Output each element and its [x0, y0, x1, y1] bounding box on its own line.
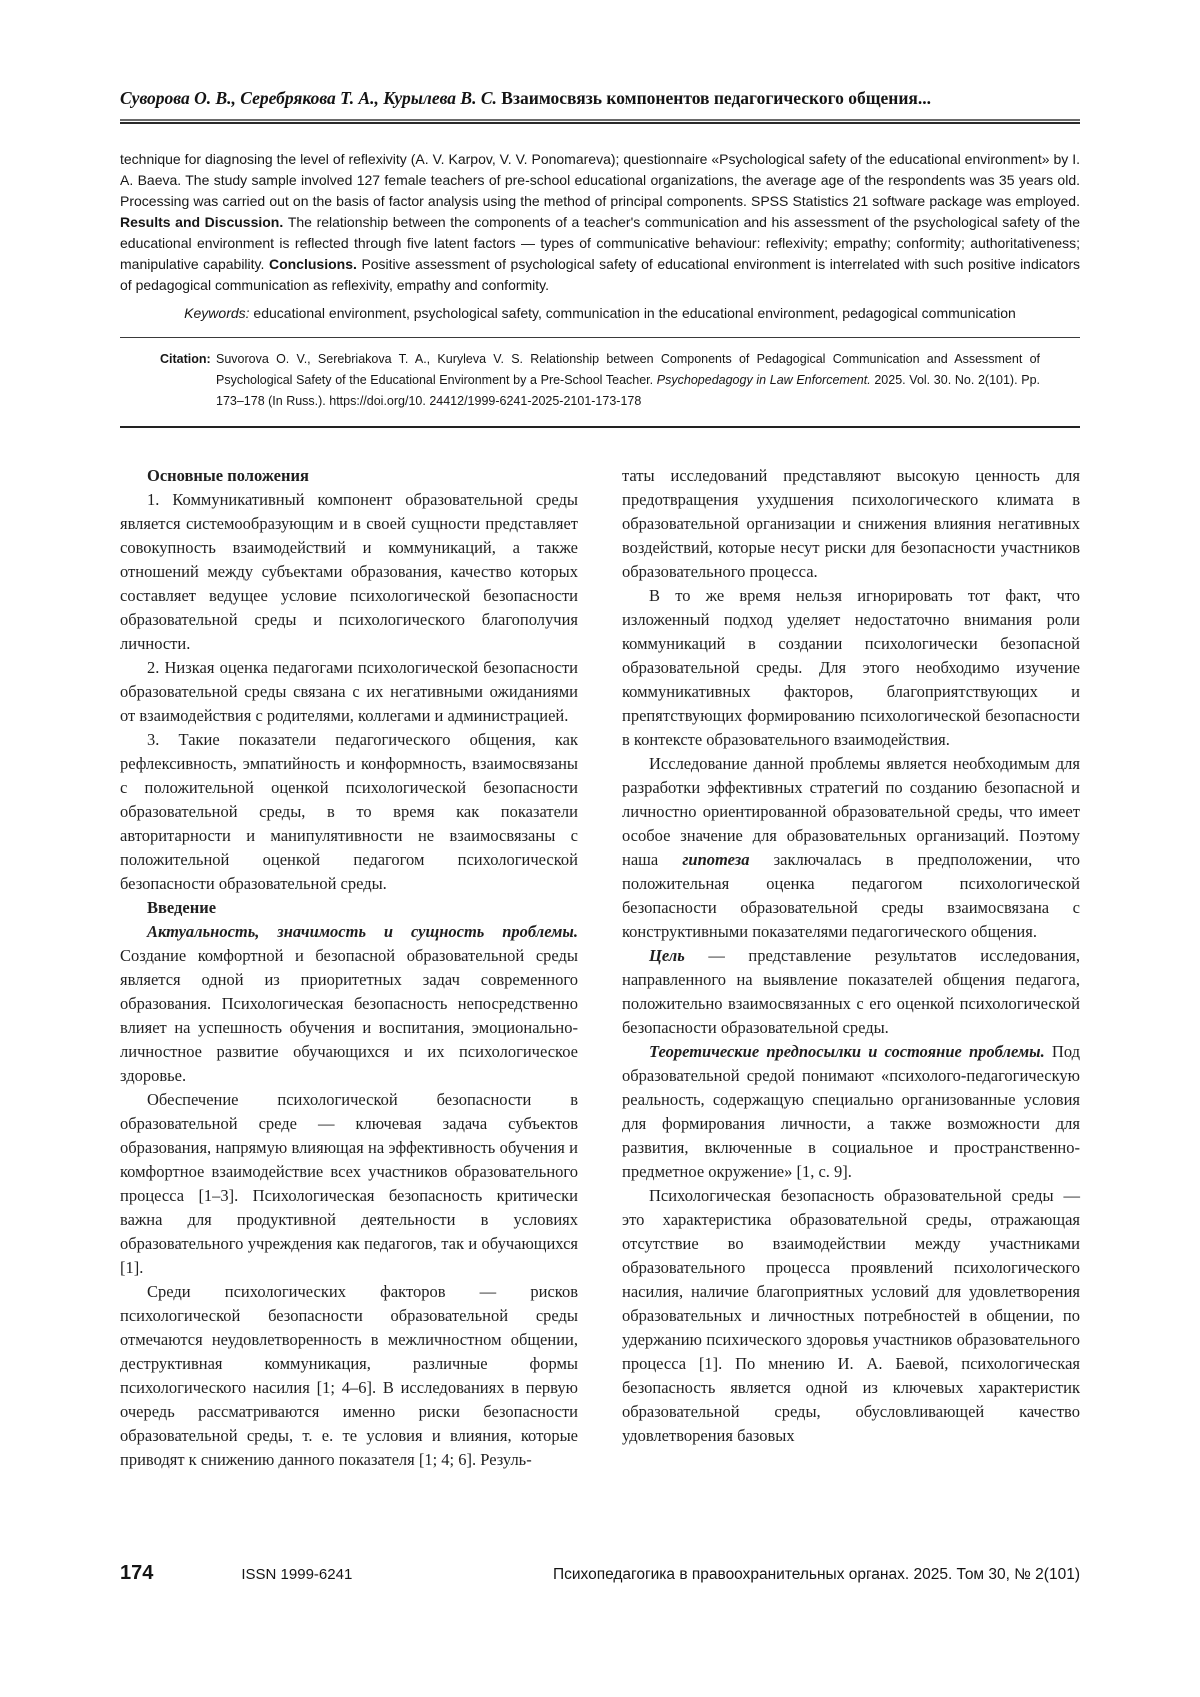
page-footer [120, 1562, 1080, 1585]
header-rule-top [120, 119, 1080, 121]
body-paragraph: В то же время нельзя игнорировать тот факт, что изложенный подход уделяет недостаточно внимания роли коммуникаций в создании психологически безопасной образовательной среды. Для этого необходимо изучение коммуникативных факторов, благоприятствующих и препятствующих формированию психологической безопасности в контексте образовательного взаимодействия. [622, 586, 1080, 750]
citation-label: Citation: [160, 352, 211, 367]
body-paragraph: Теоретические предпосылки и состояние проблемы. Под образовательной средой понимают «психолого-педагогическую реальность, содержащую специально организованные условия для формирования личности, а также возможности для развития, включенные в социальное и пространственно-предметное окружение» [1, с. 9]. [622, 1042, 1080, 1182]
citation [160, 349, 1040, 412]
body-paragraph: Психологическая безопасность образовательной среды — это характеристика образовательной среды, отражающая отсутствие во взаимодействии между участниками образовательного процесса проявлений психологического насилия, наличие благоприятных условий для удовлетворения образовательных и личностных потребностей в общении, по удержанию психического здоровья участников образовательного процесса [1]. По мнению И. А. Баевой, психологическая безопасность является одной из ключевых характеристик образовательной среды, обусловливающей качество удовлетворения базовых [622, 1186, 1080, 1446]
body-paragraph: таты исследований представляют высокую ценность для предотвращения ухудшения психологического климата в образовательной организации и снижения влияния негативных воздействий, которые несут риски для безопасности участников образовательного процесса. [622, 466, 1080, 582]
body-paragraph: Актуальность, значимость и сущность проблемы. Создание комфортной и безопасной образовательной среды является одной из приоритетных задач современного образования. Психологическая безопасность непосредственно влияет на успешность обучения и воспитания, эмоционально-личностное развитие обучающихся и их психологическое здоровье. [120, 922, 578, 1086]
body-paragraph: 2. Низкая оценка педагогами психологической безопасности образовательной среды связана с их негативными ожиданиями от взаимодействия с родителями, коллегами и администрацией. [120, 658, 578, 726]
column-right [622, 464, 1080, 1472]
running-head [120, 88, 1080, 110]
citation-text: Suvorova O. V., Serebriakova T. A., Kuryleva V. S. Relationship between Components of Pedagogical Communication and Assessment of Psychological Safety of the Educational Environment by a Pre-School Teacher. Psychopedagogy in Law Enforcement. 2025. Vol. 30. No. 2(101). Pp. 173–178 (In Russ.). https://doi.org/10. 24412/1999-6241-2025-2101-173-178 [216, 352, 1040, 409]
running-head-authors: Суворова О. В., Серебрякова Т. А., Курылева В. С. [120, 88, 497, 108]
section-heading: Основные положения [147, 466, 309, 486]
running-head-title: Взаимосвязь компонентов педагогического общения... [496, 88, 932, 108]
body-columns [120, 464, 1080, 1472]
page-content [120, 88, 1080, 1472]
page-number: 174 [120, 1562, 154, 1584]
header-rule [120, 119, 1080, 125]
header-rule-bottom [120, 122, 1080, 124]
journal-title: Психопедагогика в правоохранительных органах. 2025. Том 30, № 2(101) [552, 1566, 1080, 1583]
section-heading: Введение [147, 898, 217, 918]
body-paragraph: Исследование данной проблемы является необходимым для разработки эффективных стратегий по созданию безопасной и личностно ориентированной образовательной среды, что имеет особое значение для образовательных организаций. Поэтому наша гипотеза заключалась в предположении, что положительная оценка педагогом психологической безопасности образовательной среды взаимосвязана с конструктивными показателями педагогического общения. [622, 754, 1080, 942]
issn-label: ISSN 1999-6241 [241, 1566, 353, 1583]
citation-section [120, 337, 1080, 428]
body-paragraph: Среди психологических факторов — рисков психологической безопасности образовательной среды отмечаются неудовлетворенность в межличностном общении, деструктивная коммуникация, различные формы психологического насилия [1; 4–6]. В исследованиях в первую очередь рассматриваются именно риски безопасности образовательной среды, т. е. те условия и влияния, которые приводят к снижению данного показателя [1; 4; 6]. Резуль- [120, 1282, 578, 1470]
keywords: Keywords: educational environment, psychological safety, communication in the educational environment, pedagogical communication [184, 305, 1016, 322]
column-left [120, 464, 578, 1472]
abstract-text: technique for diagnosing the level of reflexivity (A. V. Karpov, V. V. Ponomareva); questionnaire «Psychological safety of the educational environment» by I. A. Baeva. The study sample involved 127 female teachers of pre-school educational organizations, the average age of the respondents was 35 years old. Processing was carried out on the basis of factor analysis using the method of principal components. SPSS Statistics 21 software package was employed. Results and Discussion. The relationship between the components of a teacher's communication and his assessment of the psychological safety of the educational environment is reflected through five latent factors — types of communicative behaviour: reflexivity; empathy; conformity; authoritativeness; manipulative capability. Conclusions. Positive assessment of psychological safety of educational environment is interrelated with such positive indicators of pedagogical communication as reflexivity, empathy and conformity. [120, 151, 1080, 294]
body-paragraph: Цель — представление результатов исследования, направленного на выявление показателей общения педагога, положительно взаимосвязанных с его оценкой психологической безопасности образовательной среды. [622, 946, 1080, 1038]
body-paragraph: 1. Коммуникативный компонент образовательной среды является системообразующим и в своей сущности представляет совокупность взаимодействий и коммуникаций, а также отношений между субъектами образования, качество которых составляет ведущее условие психологической безопасности образовательной среды и психологического благополучия личности. [120, 490, 578, 654]
body-paragraph: Обеспечение психологической безопасности в образовательной среде — ключевая задача субъектов образования, напрямую влияющая на эффективность обучения и комфортное взаимодействие всех участников образовательного процесса [1–3]. Психологическая безопасность критически важна для продуктивной деятельности в условиях образовательного учреждения как педагогов, так и обучающихся [1]. [120, 1090, 578, 1278]
body-paragraph: 3. Такие показатели педагогического общения, как рефлексивность, эмпатийность и конформность, взаимосвязаны с положительной оценкой психологической безопасности образовательной среды, в то время как показатели авторитарности и манипулятивности не взаимосвязаны с положительной оценкой педагогом психологической безопасности образовательной среды. [120, 730, 578, 894]
